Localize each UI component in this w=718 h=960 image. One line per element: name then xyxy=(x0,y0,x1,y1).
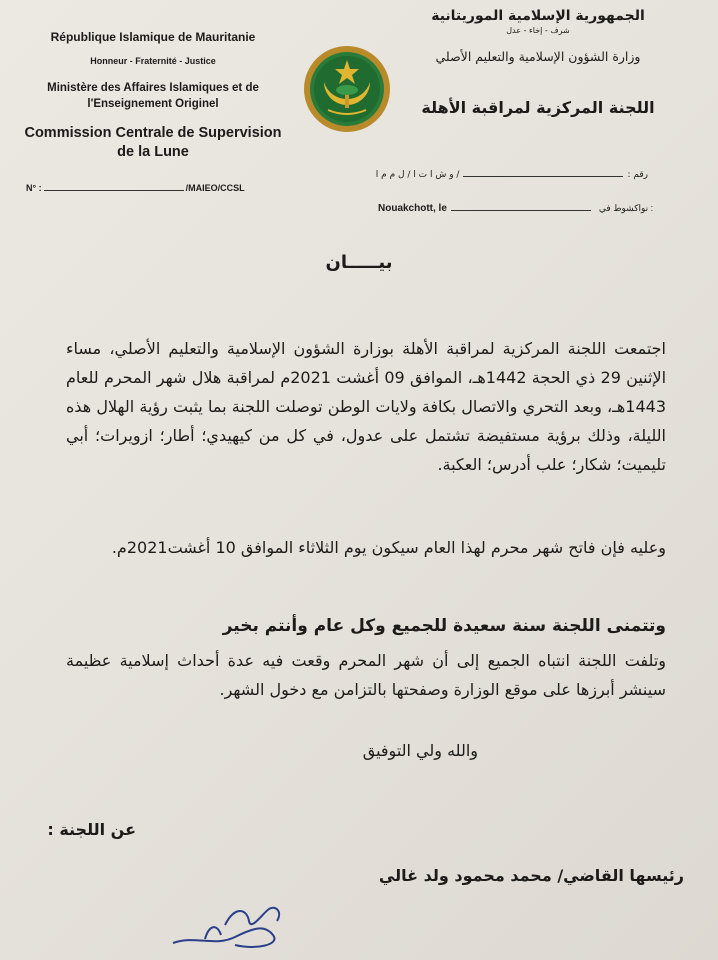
motto-fr: Honneur - Fraternité - Justice xyxy=(90,56,216,66)
ref-suffix-ar: / و ش ا ت ا / ل م م ا xyxy=(375,170,460,180)
ministry-name-ar: وزارة الشؤون الإسلامية والتعليم الأصلي xyxy=(435,49,641,64)
signatory-name: رئيسها القاضي/ محمد محمود ولد غالي xyxy=(378,866,684,885)
date-label-ar: نواكشوط في : xyxy=(598,203,654,213)
paragraph-notice: وتلفت اللجنة انتباه الجميع إلى أن شهر المحرم وقعت فيه عدة أحداث إسلامية عظيمة سينشر أبرزها على موقع الوزارة وصفحتها بالتزامن مع دخول الشهر. xyxy=(66,651,666,699)
commission-name-fr: Commission Centrale de Supervision de la Lune xyxy=(24,125,282,160)
ref-blank-line xyxy=(44,190,184,191)
national-seal-icon xyxy=(302,44,392,134)
ref-suffix-fr: /MAIEO/CCSL xyxy=(185,183,245,193)
motto-ar: شرف - إخاء - عدل xyxy=(506,26,570,35)
paragraph-greeting: وتتمنى اللجنة سنة سعيدة للجميع وكل عام وأنتم بخير xyxy=(222,616,666,636)
ref-prefix-fr: N° : xyxy=(26,183,42,193)
reference-number-fr xyxy=(26,183,245,193)
ref-blank-line-ar xyxy=(463,176,623,177)
date-blank-line xyxy=(451,210,591,211)
place-date-fr: Nouakchott, le xyxy=(378,203,447,214)
ministry-name-fr: Ministère des Affaires Islamiques et de l'Enseignement Originel xyxy=(47,82,259,110)
republic-name-fr: République Islamique de Mauritanie xyxy=(50,30,256,44)
republic-name-ar: الجمهورية الإسلامية الموريتانية xyxy=(431,8,645,24)
reference-number-ar xyxy=(376,170,648,180)
handwritten-signature-icon xyxy=(165,895,305,955)
place-date-line xyxy=(378,203,653,214)
ref-label-ar: رقم : xyxy=(627,170,648,180)
commission-name-ar: اللجنة المركزية لمراقبة الأهلة xyxy=(421,98,655,117)
paragraph-announcement: اجتمعت اللجنة المركزية لمراقبة الأهلة بوزارة الشؤون الإسلامية والتعليم الأصلي، مساء الإثنين 29 ذي الحجة 1442هـ، الموافق 09 أغشت 2021م لمراقبة هلال شهر المحرم للعام 1443هـ، وبعد التحري والاتصال بكافة ولايات الوطن توصلت اللجنة بما يثبت رؤية الهلال هذه الليلة، وذلك برؤية مستفيضة تشتمل على عدول، في كل من كيهيدي؛ أطار؛ ازويرات؛ أبي تليميت؛ شكار؛ علب أدرس؛ العكبة. xyxy=(66,339,667,474)
arabic-header xyxy=(388,8,688,117)
document-title: بيـــــان xyxy=(325,252,393,273)
french-header xyxy=(18,24,288,162)
on-behalf-label: عن اللجنة : xyxy=(47,820,136,839)
paragraph-month-start: وعليه فإن فاتح شهر محرم لهذا العام سيكون يوم الثلاثاء الموافق 10 أغشت2021م. xyxy=(111,538,666,557)
closing-phrase: والله ولي التوفيق xyxy=(362,741,478,760)
